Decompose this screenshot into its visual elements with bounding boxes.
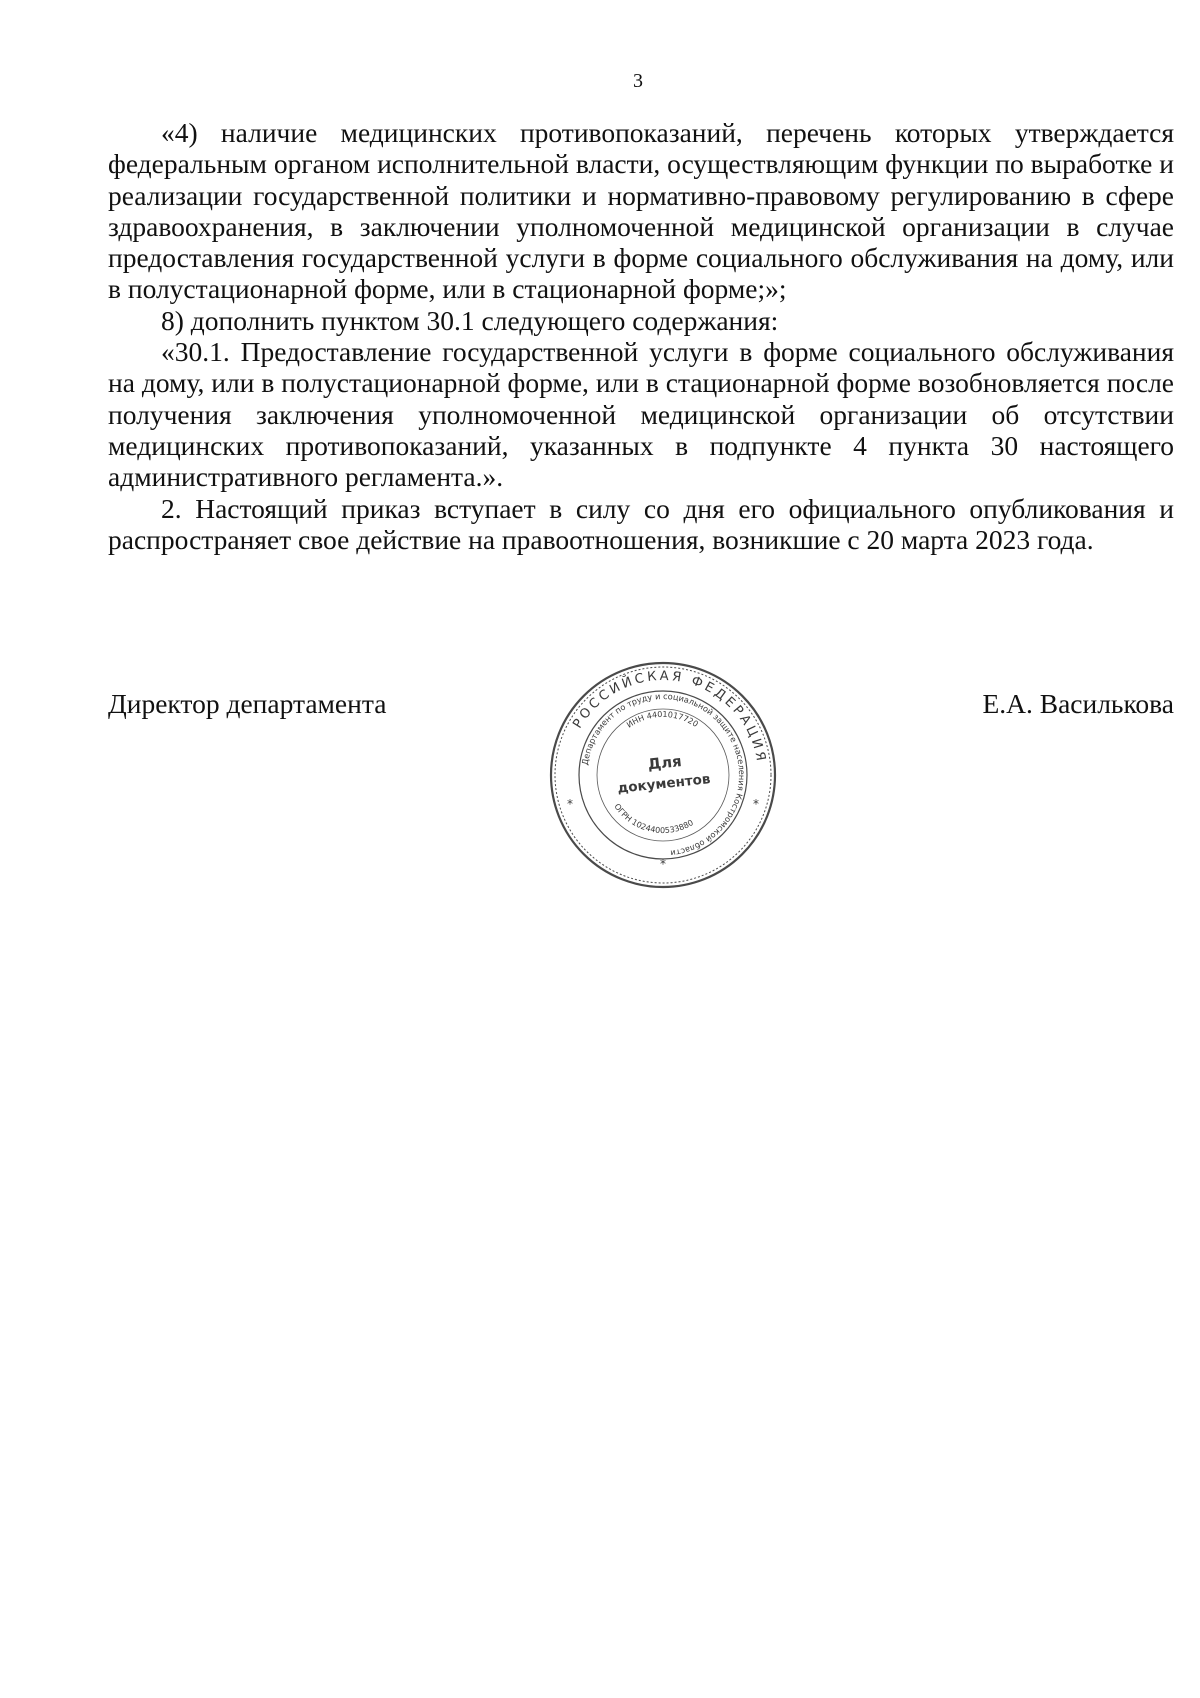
seal-inn-text: ИНН 4401017720 xyxy=(625,709,700,730)
page-number: 3 xyxy=(633,70,643,92)
paragraph-item-30-1: «30.1. Предоставление государственной услуги в форме социального обслуживания на дому, или в полустационарной форме, или в стационарной форме возобновляется после получения заключения уполномоченной медицинской организации об отсутствии медицинских противопоказаний, указанных в подпункте 4 пункта 30 настоящего административного регламента.». xyxy=(108,336,1174,493)
signer-title: Директор департамента xyxy=(108,688,387,719)
seal-asterisk-icon: * xyxy=(567,797,573,811)
seal-center-line1: Для xyxy=(646,752,683,774)
official-seal-stamp xyxy=(548,660,778,890)
seal-asterisk-icon: * xyxy=(753,797,759,811)
seal-middle-text: Департамент по труду и социальной защите населения Костромской области xyxy=(579,690,748,859)
paragraph-entry-into-force: 2. Настоящий приказ вступает в силу со дня его официального опубликования и распространяет свое действие на правоотношения, возникшие с 20 марта 2023 года. xyxy=(108,492,1174,555)
paragraph-amendment-8: 8) дополнить пунктом 30.1 следующего содержания: xyxy=(161,304,779,336)
seal-center-line2: документов xyxy=(616,771,712,797)
paragraph-subitem-4: «4) наличие медицинских противопоказаний, перечень которых утверждается федеральным органом исполнительной власти, осуществляющим функции по выработке и реализации государственной политики и нормативно-правовому регулированию в сфере здравоохранения, в заключении уполномоченной медицинской организации в случае предоставления государственной услуги в форме социального обслуживания на дому, или в полустационарной форме, или в стационарной форме;»; xyxy=(108,117,1174,305)
seal-outer-text: РОССИЙСКАЯ ФЕДЕРАЦИЯ xyxy=(570,668,769,765)
signer-name: Е.А. Василькова xyxy=(982,688,1174,719)
seal-ogrn-text: ОГРН 1024400533880 xyxy=(612,802,695,835)
seal-graphic xyxy=(548,660,778,890)
document-body xyxy=(108,117,1174,555)
seal-asterisk-icon: * xyxy=(660,857,666,871)
